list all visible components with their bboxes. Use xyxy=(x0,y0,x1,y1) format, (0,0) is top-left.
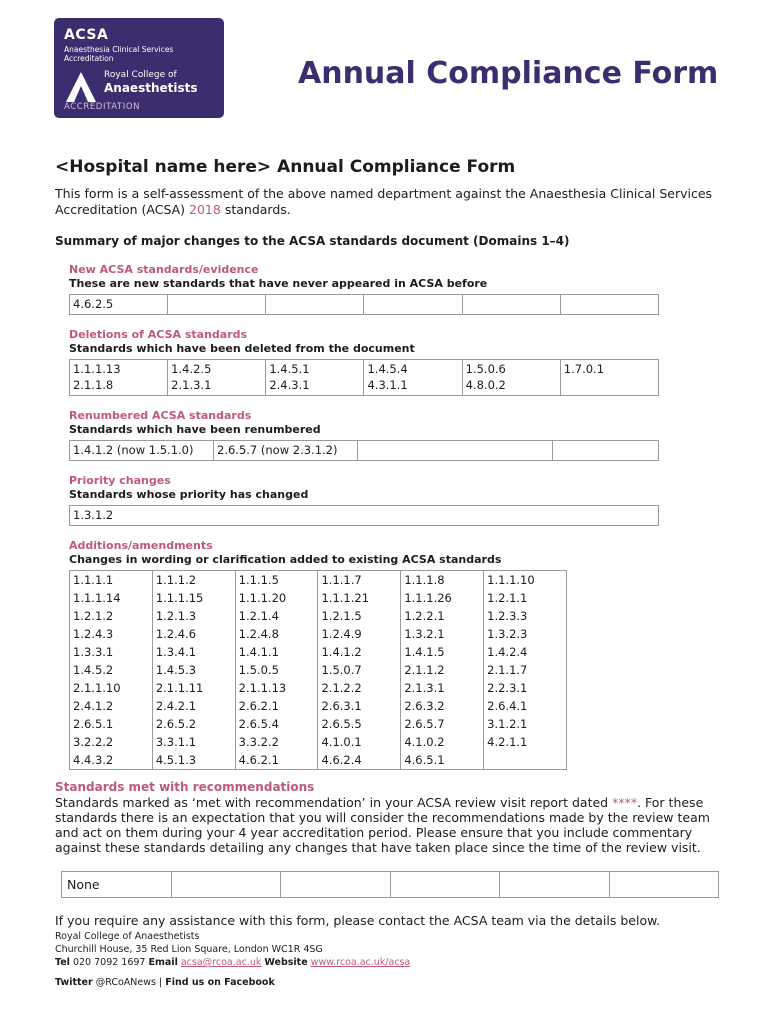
table-cell: 3.1.2.1 xyxy=(484,715,567,733)
table-cell: 2.6.5.5 xyxy=(318,715,401,733)
contact-line xyxy=(55,956,720,969)
table-cell xyxy=(553,441,659,461)
table-cell: 2.1.1.11 xyxy=(152,679,235,697)
intro-text-part: This form is a self-assessment of the above named department against the Anaesthesia Clinical Services Accreditation (ACSA) xyxy=(55,186,713,217)
table-cell: 1.1.1.2 xyxy=(152,571,235,590)
table-row xyxy=(70,733,567,751)
table-row xyxy=(70,679,567,697)
table-cell: 1.2.4.9 xyxy=(318,625,401,643)
section-subtitle: Standards which have been deleted from the document xyxy=(69,342,415,355)
table-cell: 1.2.1.5 xyxy=(318,607,401,625)
table-cell: 1.4.2.4 xyxy=(484,643,567,661)
table-cell: 1.3.4.1 xyxy=(152,643,235,661)
facebook-link[interactable]: Find us on Facebook xyxy=(165,977,275,988)
table-cell: 1.4.1.2 (now 1.5.1.0) xyxy=(70,441,214,461)
intro-text-end: standards. xyxy=(220,202,291,217)
table-cell[interactable] xyxy=(609,872,719,898)
logo-acsa-text: ACSA xyxy=(64,27,109,43)
table-cell: 2.6.3.1 xyxy=(318,697,401,715)
recommendations-text-end: . For these standards there is an expectation that you will consider the recommendations made by the review team and act on them during your 4 year accreditation period. Please ensure that you include commentary against these standards detailing any changes that have taken place since the time of the review visit. xyxy=(55,795,710,855)
tel-number: 020 7092 1697 xyxy=(72,957,146,968)
table-cell: 2.6.3.2 xyxy=(401,697,484,715)
table-cell: 1.2.4.3 xyxy=(70,625,153,643)
logo-college-line2: Anaesthetists xyxy=(104,81,198,95)
table-cell[interactable]: None xyxy=(62,872,172,898)
page-title: Annual Compliance Form xyxy=(298,56,719,91)
table-cell: 1.1.1.26 xyxy=(401,589,484,607)
table-cell: 2.6.2.1 xyxy=(235,697,318,715)
table-cell: 1.1.1.8 xyxy=(401,571,484,590)
new-standards-table xyxy=(69,294,659,315)
table-cell: 1.2.1.2 xyxy=(70,607,153,625)
table-cell xyxy=(358,441,553,461)
table-row xyxy=(70,571,567,590)
table-row xyxy=(70,697,567,715)
twitter-handle[interactable]: @RCoANews xyxy=(95,977,156,988)
logo-accreditation-text: ACCREDITATION xyxy=(64,102,141,112)
table-cell: 3.3.1.1 xyxy=(152,733,235,751)
twitter-label: Twitter xyxy=(55,977,93,988)
tel-label: Tel xyxy=(55,957,70,968)
table-cell: 3.3.2.2 xyxy=(235,733,318,751)
table-cell: 1.2.1.3 xyxy=(152,607,235,625)
table-cell: 1.1.1.15 xyxy=(152,589,235,607)
table-cell: 1.2.4.6 xyxy=(152,625,235,643)
table-cell: 4.6.2.5 xyxy=(70,295,168,315)
section-deletions xyxy=(69,328,659,396)
table-row xyxy=(70,607,567,625)
table-cell: 1.7.0.1 xyxy=(560,360,658,396)
additions-table xyxy=(69,570,567,770)
table-cell: 1.3.3.1 xyxy=(70,643,153,661)
section-title: Renumbered ACSA standards xyxy=(69,409,252,422)
intro-text xyxy=(55,186,720,218)
table-cell: 1.4.5.4 4.3.1.1 xyxy=(364,360,462,396)
section-subtitle: Standards whose priority has changed xyxy=(69,488,309,501)
table-cell: 1.4.5.3 xyxy=(152,661,235,679)
table-cell: 1.2.2.1 xyxy=(401,607,484,625)
table-cell: 2.6.5.7 xyxy=(401,715,484,733)
acsa-logo xyxy=(54,18,224,118)
table-row xyxy=(70,715,567,733)
table-row xyxy=(70,589,567,607)
section-title: Deletions of ACSA standards xyxy=(69,328,248,341)
section-subtitle: Standards which have been renumbered xyxy=(69,423,321,436)
table-row xyxy=(70,643,567,661)
summary-heading: Summary of major changes to the ACSA standards document (Domains 1–4) xyxy=(55,234,570,248)
recommendations-table xyxy=(61,871,719,898)
table-cell: 4.1.0.2 xyxy=(401,733,484,751)
street-address: Churchill House, 35 Red Lion Square, London WC1R 4SG xyxy=(55,944,323,955)
table-cell xyxy=(560,295,658,315)
table-cell[interactable] xyxy=(171,872,281,898)
table-cell: 1.1.1.21 xyxy=(318,589,401,607)
table-row xyxy=(70,661,567,679)
table-cell: 2.6.4.1 xyxy=(484,697,567,715)
table-row xyxy=(70,751,567,770)
logo-college-line1: Royal College of xyxy=(104,70,177,80)
table-cell: 2.4.2.1 xyxy=(152,697,235,715)
table-cell: 1.1.1.13 2.1.1.8 xyxy=(70,360,168,396)
table-cell: 2.1.1.2 xyxy=(401,661,484,679)
website-link[interactable]: www.rcoa.ac.uk/acsa xyxy=(310,957,411,968)
org-name: Royal College of Anaesthetists xyxy=(55,931,200,942)
table-cell: 1.2.1.4 xyxy=(235,607,318,625)
table-cell xyxy=(266,295,364,315)
table-cell: 1.1.1.1 xyxy=(70,571,153,590)
table-cell: 2.6.5.2 xyxy=(152,715,235,733)
table-cell: 1.1.1.10 xyxy=(484,571,567,590)
section-title: Priority changes xyxy=(69,474,171,487)
email-link[interactable]: acsa@rcoa.ac.uk xyxy=(180,957,262,968)
table-cell: 1.1.1.14 xyxy=(70,589,153,607)
recommendations-text xyxy=(55,795,720,855)
table-cell: 3.2.2.2 xyxy=(70,733,153,751)
form-content xyxy=(55,157,720,988)
table-cell: 1.4.5.2 xyxy=(70,661,153,679)
renumbered-table xyxy=(69,440,659,461)
table-cell xyxy=(484,751,567,770)
table-cell: 4.1.0.1 xyxy=(318,733,401,751)
table-cell: 1.4.1.1 xyxy=(235,643,318,661)
priority-table xyxy=(69,505,659,526)
table-cell[interactable] xyxy=(281,872,391,898)
table-cell: 2.1.1.10 xyxy=(70,679,153,697)
recommendations-title: Standards met with recommendations xyxy=(55,780,315,794)
email-label: Email xyxy=(148,957,178,968)
table-row xyxy=(70,625,567,643)
table-cell: 2.6.5.1 xyxy=(70,715,153,733)
table-cell: 1.1.1.7 xyxy=(318,571,401,590)
section-additions xyxy=(69,539,659,770)
table-cell: 1.3.2.1 xyxy=(401,625,484,643)
table-cell: 1.4.1.2 xyxy=(318,643,401,661)
table-cell: 1.2.4.8 xyxy=(235,625,318,643)
table-cell: 2.2.3.1 xyxy=(484,679,567,697)
table-cell: 1.4.5.1 2.4.3.1 xyxy=(266,360,364,396)
table-cell: 2.6.5.7 (now 2.3.1.2) xyxy=(214,441,358,461)
table-cell: 4.5.1.3 xyxy=(152,751,235,770)
section-title: New ACSA standards/evidence xyxy=(69,263,259,276)
table-cell xyxy=(168,295,266,315)
rcoa-a-mark-icon xyxy=(64,70,98,104)
social-line xyxy=(55,977,720,988)
table-cell: 2.1.2.2 xyxy=(318,679,401,697)
table-cell: 2.1.1.7 xyxy=(484,661,567,679)
section-renumbered xyxy=(69,409,659,461)
table-cell: 1.3.1.2 xyxy=(70,506,659,526)
table-cell xyxy=(462,295,560,315)
table-cell: 2.6.5.4 xyxy=(235,715,318,733)
table-cell: 4.6.5.1 xyxy=(401,751,484,770)
table-cell: 4.6.2.1 xyxy=(235,751,318,770)
table-cell xyxy=(364,295,462,315)
table-cell: 1.5.0.5 xyxy=(235,661,318,679)
table-cell: 1.4.2.5 2.1.3.1 xyxy=(168,360,266,396)
separator: | xyxy=(159,977,163,988)
assistance-text: If you require any assistance with this form, please contact the ACSA team via the details below. xyxy=(55,913,661,928)
section-new-standards xyxy=(69,263,659,315)
table-cell[interactable] xyxy=(500,872,610,898)
table-cell: 2.1.3.1 xyxy=(401,679,484,697)
logo-acsa-full-text: Anaesthesia Clinical Services Accreditation xyxy=(64,45,174,63)
recommendations-text-part: Standards marked as ‘met with recommendation’ in your ACSA review visit report dated xyxy=(55,795,613,810)
contact-address xyxy=(55,930,720,969)
table-cell: 1.2.3.3 xyxy=(484,607,567,625)
table-cell: 1.2.1.1 xyxy=(484,589,567,607)
section-priority xyxy=(69,474,659,526)
review-date-placeholder: **** xyxy=(612,795,638,810)
section-title: Additions/amendments xyxy=(69,539,213,552)
table-cell[interactable] xyxy=(390,872,500,898)
section-subtitle: These are new standards that have never appeared in ACSA before xyxy=(69,277,488,290)
intro-year: 2018 xyxy=(189,202,221,217)
table-cell: 1.5.0.7 xyxy=(318,661,401,679)
table-cell: 1.4.1.5 xyxy=(401,643,484,661)
table-cell: 2.1.1.13 xyxy=(235,679,318,697)
table-cell: 1.1.1.5 xyxy=(235,571,318,590)
table-cell: 1.3.2.3 xyxy=(484,625,567,643)
deletions-table xyxy=(69,359,659,396)
website-label: Website xyxy=(264,957,308,968)
table-cell: 4.4.3.2 xyxy=(70,751,153,770)
table-cell: 2.4.1.2 xyxy=(70,697,153,715)
table-cell: 4.6.2.4 xyxy=(318,751,401,770)
table-cell: 4.2.1.1 xyxy=(484,733,567,751)
section-subtitle: Changes in wording or clarification added to existing ACSA standards xyxy=(69,553,502,566)
table-cell: 1.1.1.20 xyxy=(235,589,318,607)
table-cell: 1.5.0.6 4.8.0.2 xyxy=(462,360,560,396)
form-title: <Hospital name here> Annual Compliance Form xyxy=(55,157,516,177)
